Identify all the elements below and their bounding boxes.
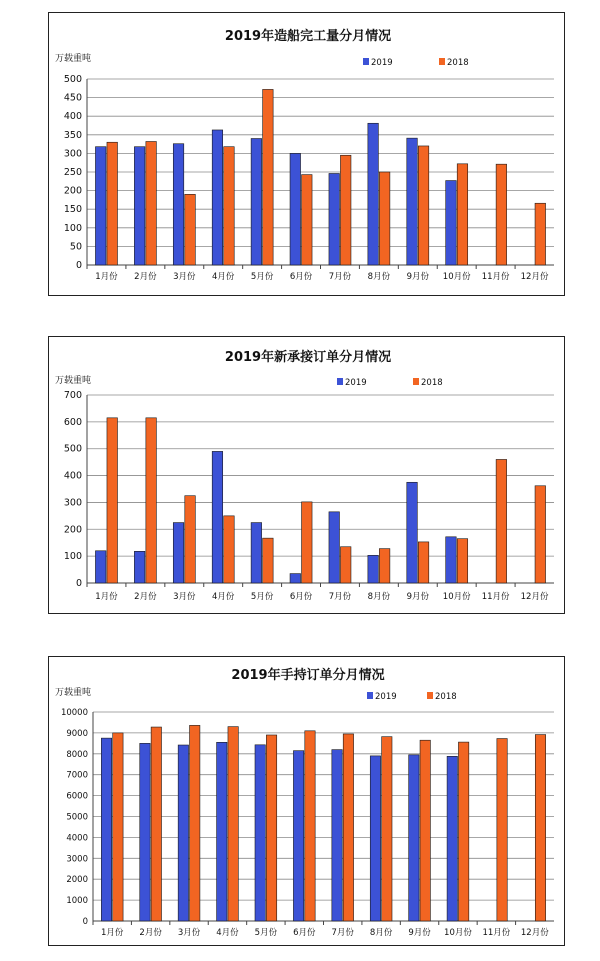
bar-2018-8月份 xyxy=(382,737,392,921)
y-tick-label: 100 xyxy=(63,551,82,563)
x-tick-label: 12月份 xyxy=(520,272,549,282)
bar-2019-8月份 xyxy=(370,756,380,921)
chart-panel-new-orders xyxy=(48,336,565,614)
y-tick-label: 300 xyxy=(63,497,82,509)
x-tick-label: 10月份 xyxy=(444,928,472,938)
bar-2018-7月份 xyxy=(340,155,351,265)
bar-2019-10月份 xyxy=(446,537,457,583)
bar-2019-10月份 xyxy=(447,756,457,921)
bar-2018-7月份 xyxy=(340,547,351,583)
bar-2018-10月份 xyxy=(457,539,468,583)
bar-2018-3月份 xyxy=(185,194,196,265)
y-tick-label: 100 xyxy=(63,222,82,234)
x-tick-label: 1月份 xyxy=(95,272,118,282)
y-tick-label: 450 xyxy=(63,92,82,104)
x-tick-label: 5月份 xyxy=(250,592,274,602)
bar-2019-1月份 xyxy=(101,738,111,921)
y-tick-label: 600 xyxy=(63,416,82,428)
x-tick-label: 7月份 xyxy=(328,592,352,602)
bar-2018-2月份 xyxy=(146,141,157,265)
bar-2019-10月份 xyxy=(446,181,457,265)
y-tick-label: 7000 xyxy=(66,770,88,781)
legend-label-2019: 2019 xyxy=(375,692,397,702)
x-tick-label: 10月份 xyxy=(442,592,471,602)
y-tick-label: 200 xyxy=(63,185,82,197)
y-axis-label: 万载重吨 xyxy=(55,688,92,698)
chart-panel-completions xyxy=(48,12,565,296)
chart-title: 2019年新承接订单分月情况 xyxy=(224,350,392,365)
bar-2019-4月份 xyxy=(212,130,223,265)
y-axis-label: 万载重吨 xyxy=(55,376,92,386)
y-tick-label: 500 xyxy=(63,74,82,85)
legend-swatch-2019 xyxy=(363,58,369,65)
x-tick-label: 8月份 xyxy=(367,272,391,282)
bar-2018-2月份 xyxy=(151,727,161,921)
x-tick-label: 3月份 xyxy=(173,272,196,282)
legend-swatch-2019 xyxy=(337,378,343,385)
bar-2018-10月份 xyxy=(457,164,468,265)
y-axis-label: 万载重吨 xyxy=(55,54,92,64)
x-tick-label: 1月份 xyxy=(100,928,124,938)
y-tick-label: 250 xyxy=(63,167,82,178)
bar-2019-3月份 xyxy=(173,523,184,583)
bar-2018-6月份 xyxy=(302,502,313,583)
legend-label-2018: 2018 xyxy=(435,692,457,702)
bar-2019-4月份 xyxy=(217,742,227,921)
bar-2018-9月份 xyxy=(420,740,430,921)
x-tick-label: 7月份 xyxy=(328,272,352,282)
x-tick-label: 12月份 xyxy=(520,592,549,602)
bar-2019-5月份 xyxy=(251,139,262,265)
y-tick-label: 0 xyxy=(75,260,82,271)
x-tick-label: 8月份 xyxy=(369,928,393,938)
bar-2019-8月份 xyxy=(368,123,379,265)
legend-label-2019: 2019 xyxy=(371,58,393,68)
bar-2019-1月份 xyxy=(95,147,106,265)
bar-2018-3月份 xyxy=(190,725,200,921)
x-tick-label: 9月份 xyxy=(406,592,430,602)
x-tick-label: 11月份 xyxy=(481,272,510,282)
bar-2018-2月份 xyxy=(146,418,157,583)
bar-2018-1月份 xyxy=(113,733,123,921)
x-tick-label: 4月份 xyxy=(216,928,239,938)
bar-2019-5月份 xyxy=(255,745,265,921)
bar-2018-5月份 xyxy=(266,735,276,921)
legend-swatch-2018 xyxy=(427,692,433,699)
x-tick-label: 4月份 xyxy=(211,272,235,282)
bar-2018-12月份 xyxy=(535,203,546,265)
bar-2019-6月份 xyxy=(290,153,301,265)
bar-2018-7月份 xyxy=(343,734,353,921)
x-tick-label: 5月份 xyxy=(254,928,278,938)
bar-2018-10月份 xyxy=(458,742,468,921)
legend-label-2019: 2019 xyxy=(345,378,367,388)
bar-2018-1月份 xyxy=(107,142,118,265)
legend-label-2018: 2018 xyxy=(447,58,469,68)
x-tick-label: 2月份 xyxy=(139,928,162,938)
completions-bar-chart xyxy=(49,13,566,297)
bar-2018-4月份 xyxy=(228,727,238,921)
bar-2019-3月份 xyxy=(178,745,188,921)
y-tick-label: 400 xyxy=(63,111,82,123)
bar-2019-7月份 xyxy=(329,173,340,265)
y-tick-label: 350 xyxy=(63,129,82,141)
bar-2018-3月份 xyxy=(185,496,196,583)
bar-2019-9月份 xyxy=(409,755,419,921)
x-tick-label: 4月份 xyxy=(211,592,235,602)
bar-2018-9月份 xyxy=(418,542,429,583)
x-tick-label: 5月份 xyxy=(250,272,274,282)
x-tick-label: 2月份 xyxy=(134,592,157,602)
bar-2018-8月份 xyxy=(379,549,390,583)
x-tick-label: 3月份 xyxy=(177,928,201,938)
x-tick-label: 6月份 xyxy=(289,272,313,282)
bar-2018-11月份 xyxy=(497,739,507,921)
bar-2018-9月份 xyxy=(418,146,429,265)
bar-2019-2月份 xyxy=(140,743,150,921)
x-tick-label: 9月份 xyxy=(408,928,431,938)
x-tick-label: 9月份 xyxy=(406,272,430,282)
y-tick-label: 150 xyxy=(63,204,82,216)
bar-2018-6月份 xyxy=(305,731,315,921)
x-tick-label: 6月份 xyxy=(289,592,313,602)
y-tick-label: 9000 xyxy=(66,728,88,739)
x-tick-label: 3月份 xyxy=(173,592,196,602)
bar-2019-1月份 xyxy=(95,551,106,583)
bar-2018-6月份 xyxy=(302,175,313,265)
x-tick-label: 11月份 xyxy=(481,592,510,602)
bar-2018-5月份 xyxy=(263,89,274,265)
bar-2018-4月份 xyxy=(224,147,235,265)
bar-2019-6月份 xyxy=(293,751,303,921)
x-tick-label: 1月份 xyxy=(95,592,118,602)
legend-swatch-2018 xyxy=(413,378,419,385)
bar-2019-4月份 xyxy=(212,451,223,583)
bar-2019-2月份 xyxy=(134,147,145,265)
bar-2019-5月份 xyxy=(251,523,262,583)
bar-2019-9月份 xyxy=(407,138,418,265)
x-tick-label: 8月份 xyxy=(367,592,391,602)
y-tick-label: 3000 xyxy=(66,854,88,865)
bar-2019-7月份 xyxy=(332,750,342,921)
orderbook-bar-chart xyxy=(49,657,566,947)
y-tick-label: 5000 xyxy=(66,812,88,823)
bar-2018-11月份 xyxy=(496,164,507,265)
x-tick-label: 2月份 xyxy=(134,272,157,282)
bar-2018-11月份 xyxy=(496,459,507,583)
y-tick-label: 500 xyxy=(63,443,82,455)
y-tick-label: 6000 xyxy=(66,791,88,802)
new-orders-bar-chart xyxy=(49,337,566,615)
legend-swatch-2018 xyxy=(439,58,445,65)
y-tick-label: 0 xyxy=(75,578,82,589)
y-tick-label: 2000 xyxy=(66,875,88,886)
y-tick-label: 10000 xyxy=(60,708,88,718)
bar-2019-8月份 xyxy=(368,555,379,583)
bar-2018-5月份 xyxy=(263,538,274,583)
bar-2018-1月份 xyxy=(107,418,118,583)
bar-2019-3月份 xyxy=(173,144,184,265)
bar-2019-2月份 xyxy=(134,551,145,583)
x-tick-label: 7月份 xyxy=(331,928,354,938)
x-tick-label: 11月份 xyxy=(482,928,511,938)
chart-title: 2019年造船完工量分月情况 xyxy=(224,29,392,44)
chart-title: 2019年手持订单分月情况 xyxy=(231,668,385,683)
y-tick-label: 200 xyxy=(63,524,82,536)
y-tick-label: 0 xyxy=(82,917,88,927)
chart-panel-orderbook xyxy=(48,656,565,946)
y-tick-label: 300 xyxy=(63,148,82,160)
bar-2019-9月份 xyxy=(407,482,418,583)
bar-2018-4月份 xyxy=(224,516,235,583)
x-tick-label: 6月份 xyxy=(293,928,316,938)
bar-2018-12月份 xyxy=(535,735,545,921)
legend-swatch-2019 xyxy=(367,692,373,699)
x-tick-label: 10月份 xyxy=(442,272,471,282)
y-tick-label: 700 xyxy=(63,390,82,401)
y-tick-label: 1000 xyxy=(66,896,88,907)
bar-2019-6月份 xyxy=(290,574,301,583)
legend-label-2018: 2018 xyxy=(421,378,443,388)
y-tick-label: 4000 xyxy=(66,833,88,844)
x-tick-label: 12月份 xyxy=(520,928,549,938)
bar-2018-12月份 xyxy=(535,486,546,583)
y-tick-label: 400 xyxy=(63,470,82,482)
y-tick-label: 8000 xyxy=(66,749,88,760)
bar-2019-7月份 xyxy=(329,512,340,583)
y-tick-label: 50 xyxy=(69,241,82,253)
bar-2018-8月份 xyxy=(379,172,390,265)
